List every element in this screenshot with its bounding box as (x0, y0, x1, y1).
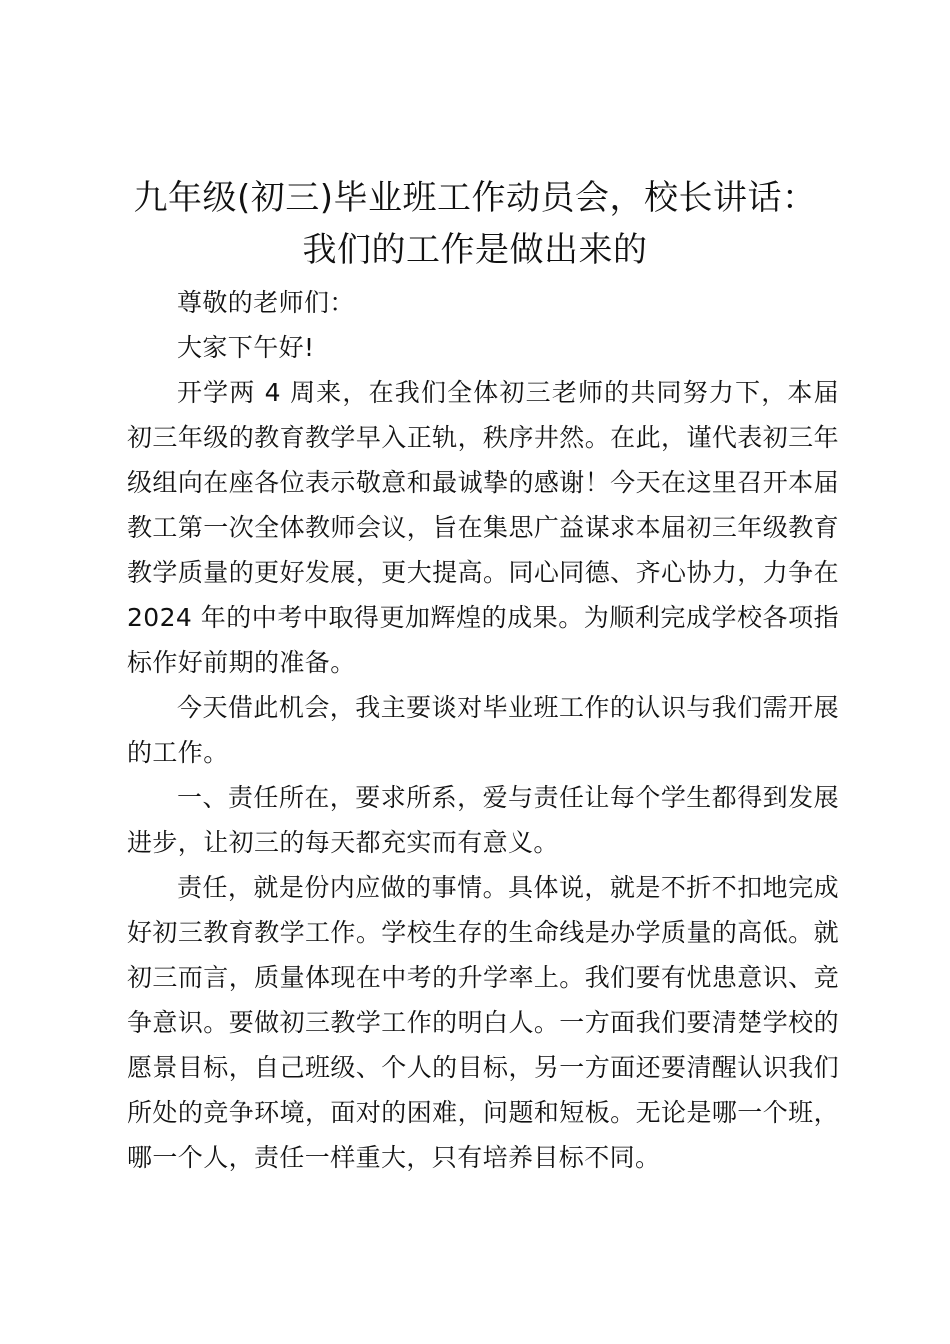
title-line-2: 我们的工作是做出来的 (302, 230, 648, 270)
salutation: 尊敬的老师们： (177, 288, 355, 317)
paragraph-intro: 开学两 4 周来，在我们全体初三老师的共同努力下，本届初三年级的教育教学早入正轨，秩序井然。在此，谨代表初三年级组向在座各位表示敬意和最诚挚的感谢！今天在这里召开本届教工第一次全体教师会议，旨在集思广益谋求本届初三年级教育教学质量的更好发展，更大提高。同心同德、齐心协力，力争在 2024 年的中考中取得更加辉煌的成果。为顺利完成学校各项指标作好前期的准备。 (127, 378, 839, 677)
paragraph-topic: 今天借此机会，我主要谈对毕业班工作的认识与我们需开展的工作。 (127, 693, 839, 767)
document-title (110, 172, 840, 276)
title-line-1: 九年级(初三)毕业班工作动员会，校长讲话： (133, 178, 817, 218)
section-heading-1: 一、责任所在，要求所系，爱与责任让每个学生都得到发展进步，让初三的每天都充实而有意义。 (127, 783, 839, 857)
document-body (127, 280, 839, 1180)
paragraph-responsibility: 责任，就是份内应做的事情。具体说，就是不折不扣地完成好初三教育教学工作。学校生存的生命线是办学质量的高低。就初三而言，质量体现在中考的升学率上。我们要有忧患意识、竞争意识。要做初三教学工作的明白人。一方面我们要清楚学校的愿景目标，自己班级、个人的目标，另一方面还要清醒认识我们所处的竞争环境，面对的困难，问题和短板。无论是哪一个班，哪一个人，责任一样重大，只有培养目标不同。 (127, 873, 839, 1172)
greeting: 大家下午好! (177, 333, 315, 362)
